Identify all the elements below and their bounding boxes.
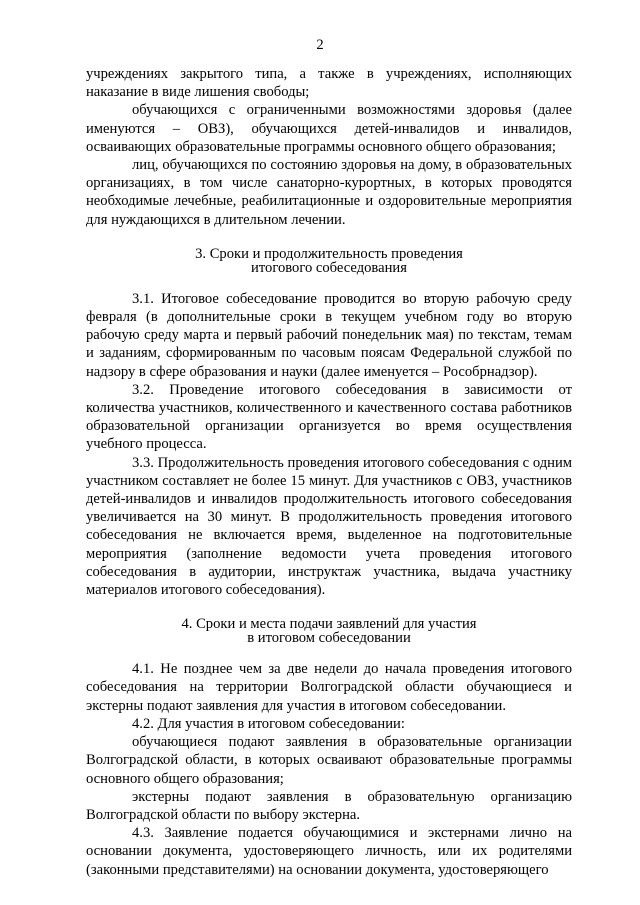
paragraph-4-2-externs: экстерны подают заявления в образовательную организацию Волгоградской области по выбору экстерна.	[86, 788, 572, 823]
paragraph-3-2: 3.2. Проведение итогового собеседования в зависимости от количества участников, количественного и качественного состава работников образовательной организации организуется во время осуществления учебного процесса.	[86, 381, 572, 453]
paragraph-3-3: 3.3. Продолжительность проведения итогового собеседования с одним участником составляет не более 15 минут. Для участников с ОВЗ, участников детей-инвалидов и инвалидов продолжительность итогового собеседования увеличивается на 30 минут. В продолжительность проведения итогового собеседования не включается время, выделенное на подготовительные мероприятия (заполнение ведомости учета проведения итогового собеседования в аудитории, инструктаж участника, выдача участнику материалов итогового собеседования).	[86, 454, 572, 599]
paragraph-institutions: учреждениях закрытого типа, а также в учреждениях, исполняющих наказание в виде лишения свободы;	[86, 66, 572, 101]
paragraph-4-1: 4.1. Не позднее чем за две недели до начала проведения итогового собеседования на территории Волгоградской области обучающиеся и экстерны подают заявления для участия в итоговом собеседовании.	[86, 661, 572, 714]
section-3-heading	[86, 247, 572, 275]
section-4-heading	[86, 617, 572, 645]
paragraph-4-2-students: обучающиеся подают заявления в образовательные организации Волгоградской области, в которых осваивают образовательные программы основного общего образования;	[86, 734, 572, 787]
paragraph-4-3: 4.3. Заявление подается обучающимися и экстернами лично на основании документа, удостоверяющего личность, или их родителями (законными представителями) на основании документа, удостоверяющего	[86, 825, 572, 878]
section-4-heading-line-2: в итоговом собеседовании	[247, 630, 411, 647]
page-number: 2	[316, 37, 324, 53]
paragraph-3-1: 3.1. Итоговое собеседование проводится во вторую рабочую среду февраля (в дополнительные сроки в текущем учебном году во вторую рабочую среду марта и первый рабочий понедельник мая) по текстам, темам и заданиям, сформированным по часовым поясам Федеральной службой по надзору в сфере образования и науки (далее именуется – Рособрнадзор).	[86, 290, 572, 380]
page-content	[86, 65, 572, 879]
section-4-heading-line-1: 4. Сроки и места подачи заявлений для участия	[181, 616, 477, 633]
paragraph-4-2: 4.2. Для участия в итоговом собеседовании:	[132, 715, 405, 732]
section-3-heading-line-2: итогового собеседования	[251, 259, 407, 276]
paragraph-ovz: обучающихся с ограниченными возможностями здоровья (далее именуются – ОВЗ), обучающихся детей-инвалидов и инвалидов, осваивающих образовательные программы основного общего образования;	[86, 102, 572, 155]
section-3-heading-line-1: 3. Сроки и продолжительность проведения	[195, 245, 463, 262]
paragraph-home-schooling: лиц, обучающихся по состоянию здоровья на дому, в образовательных организациях, в том числе санаторно-курортных, в которых проводятся необходимые лечебные, реабилитационные и оздоровительные мероприятия для нуждающихся в длительном лечении.	[86, 157, 572, 228]
